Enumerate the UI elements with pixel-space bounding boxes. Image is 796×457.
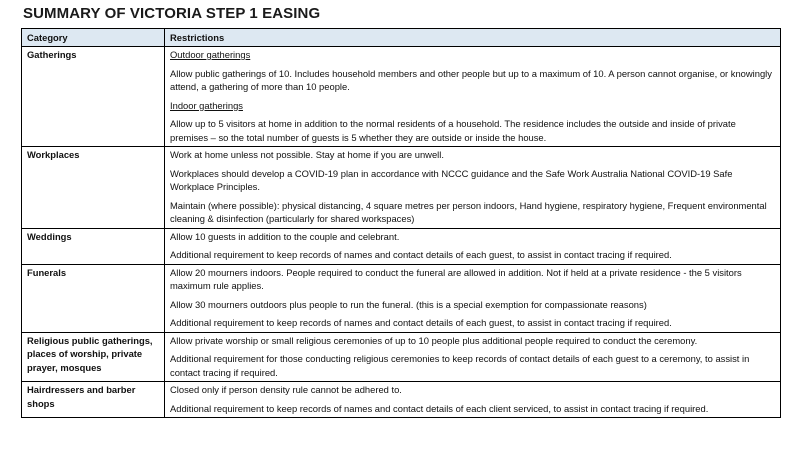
restriction-text: Additional requirement for those conducting religious ceremonies to keep records of contact details of each guest to a ceremony, to assist in contact tracing if required. [170,353,750,378]
table-row [22,332,781,382]
category-cell: Workplaces [22,147,165,229]
table-row [22,382,781,418]
restriction-text: Maintain (where possible): physical distancing, 4 square metres per person indoors, Hand hygiene, respiratory hygiene, Frequent environmental cleaning & disinfection (particularly for shared workspaces) [170,199,767,224]
restrictions-cell [165,264,781,332]
restriction-text: Allow public gatherings of 10. Includes household members and other people but up to a maximum of 10. A person cannot organise, or knowingly attend, a gathering of more than 10 people. [170,67,772,92]
restrictions-table [21,28,781,418]
restriction-text: Additional requirement to keep records of names and contact details of each guest, to assist in contact tracing if required. [170,249,672,260]
restrictions-cell [165,332,781,382]
subheading: Outdoor gatherings [170,49,251,60]
subheading: Indoor gatherings [170,99,243,111]
restrictions-cell [165,228,781,264]
restriction-text: Allow 10 guests in addition to the couple and celebrant. [170,230,400,242]
restriction-text: Allow up to 5 visitors at home in addition to the normal residents of a household. The residence includes the outside and inside of private premises – so the total number of guests is 5 whether they are outside or inside the house. [170,118,736,143]
restriction-text: Allow 30 mourners outdoors plus people to run the funeral. (this is a special exemption for compassionate reasons) [170,298,647,310]
restrictions-cell [165,47,781,147]
restriction-text: Additional requirement to keep records of names and contact details of each guest, to assist in contact tracing if required. [170,317,672,328]
table-row [22,228,781,264]
category-cell: Religious public gatherings, places of worship, private prayer, mosques [22,332,165,382]
table-row [22,147,781,229]
category-cell: Gatherings [22,47,165,147]
restriction-text: Additional requirement to keep records of names and contact details of each client serviced, to assist in contact tracing if required. [170,402,709,414]
restriction-text: Allow 20 mourners indoors. People required to conduct the funeral are allowed in addition. Not if held at a private residence - the 5 visitors maximum rule applies. [170,266,742,291]
restrictions-cell [165,147,781,229]
category-cell: Weddings [22,228,165,264]
page-title: SUMMARY OF VICTORIA STEP 1 EASING [23,5,321,22]
table-row [22,264,781,332]
category-cell: Hairdressers and barber shops [22,382,165,418]
table-row [22,47,781,147]
table-header-row [22,29,781,47]
category-cell: Funerals [22,264,165,332]
header-restrictions: Restrictions [165,29,781,47]
restriction-text: Workplaces should develop a COVID-19 plan in accordance with NCCC guidance and the Safe Work Australia National COVID-19 Safe Workplace Principles. [170,167,733,192]
restriction-text: Allow private worship or small religious ceremonies of up to 10 people plus additional people required to conduct the ceremony. [170,334,698,346]
restriction-text: Work at home unless not possible. Stay at home if you are unwell. [170,149,444,160]
restriction-text: Closed only if person density rule cannot be adhered to. [170,384,402,395]
header-category: Category [22,29,165,47]
restrictions-cell [165,382,781,418]
